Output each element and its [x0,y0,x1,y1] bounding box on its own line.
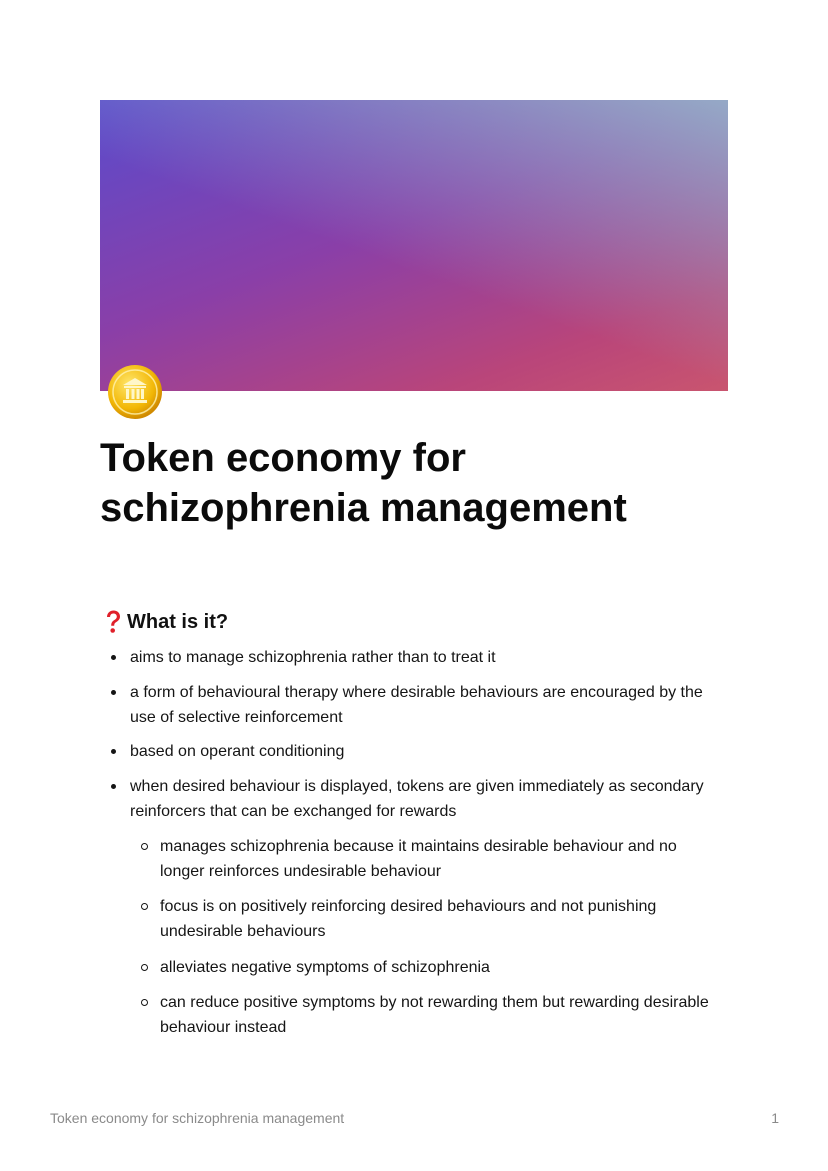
page-title-line-1: Token economy for [100,436,466,480]
sub-list-item: alleviates negative symptoms of schizophrenia [130,955,720,980]
list-item: when desired behaviour is displayed, tokens are given immediately as secondary reinforcers that can be exchanged for rewards manages schizophrenia because it maintains desirable behaviour and no longer reinforces undesirable behaviour focus is on positively reinforcing desired behaviours and not punishing undesirable behaviours alleviates negative symptoms of schizophrenia can reduce positive symptoms by not rewarding them but rewarding desirable behaviour instead [100,774,720,1041]
sub-bullet-list [130,834,720,1041]
page-title-line-2: schizophrenia management [100,486,627,530]
bullet-list [100,645,720,1051]
page-number: 1 [771,1110,779,1126]
question-mark-icon [101,609,125,635]
section-heading [101,607,228,637]
sub-list-item: focus is on positively reinforcing desired behaviours and not punishing undesirable behaviours [130,894,720,944]
bank-coin-icon [107,364,163,420]
footer-title: Token economy for schizophrenia management [50,1110,345,1126]
section-heading-text: What is it? [127,611,229,633]
list-item: a form of behavioural therapy where desirable behaviours are encouraged by the use of selective reinforcement [100,680,720,730]
list-item: aims to manage schizophrenia rather than to treat it [100,645,720,670]
list-item: based on operant conditioning [100,739,720,764]
sub-list-item: manages schizophrenia because it maintains desirable behaviour and no longer reinforces undesirable behaviour [130,834,720,884]
page-title [100,433,740,533]
page-cover-image [100,100,728,391]
sub-list-item: can reduce positive symptoms by not rewarding them but rewarding desirable behaviour instead [130,990,720,1040]
